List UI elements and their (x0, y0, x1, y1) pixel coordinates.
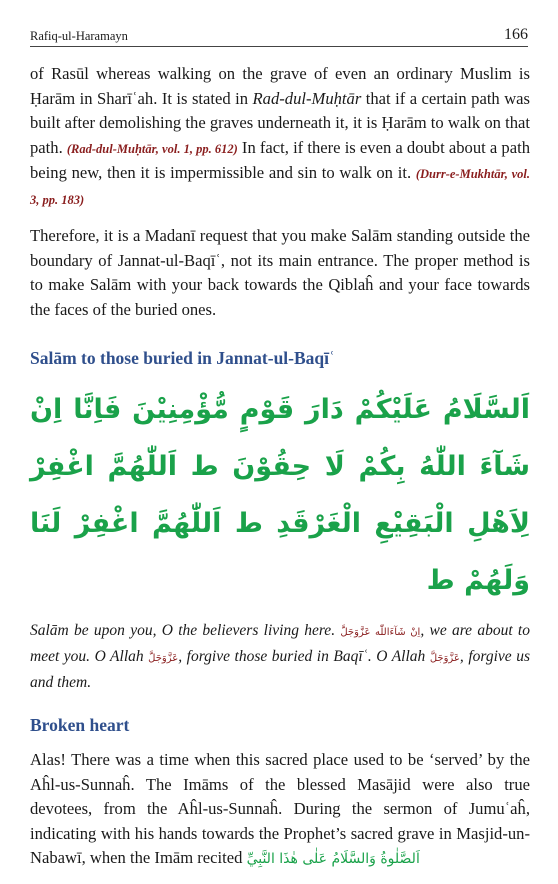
page-body (30, 62, 530, 884)
honorific-2: عَزَّوَجَلَّ (429, 653, 460, 664)
translation-text-b: , we are about to meet you. O Allah (30, 622, 530, 665)
book-reference-italic: Rad-dul-Muḥtār (252, 88, 362, 108)
arabic-supplication: اَلسَّلَامُ عَلَيْكُمْ دَارَ قَوْمٍ مُّؤْمِنِيْنَ فَاِنَّا اِنْ شَآءَ اللّٰهُ بِكُمْ لَا حِقُوْنَ ط اَللّٰهُمَّ اغْفِرْ لِاَهْلِ الْبَقِيْعِ الْغَرْقَدِ ط اَللّٰهُمَّ اغْفِرْ لَنَا وَلَهُمْ ط (30, 394, 530, 596)
book-title: Rafiq-ul-Haramayn (30, 29, 128, 43)
honorific-inshaallah: اِنْ شَآءَاللّٰه عَزَّوَجَلَّ (340, 627, 421, 638)
para1-text-c: In fact, if there is even a doubt about a path being new, then it is impermissible and sin to walk on it. (30, 137, 530, 182)
translation-text-c: , forgive those buried in Baqīʿ. O Allah (178, 648, 430, 665)
paragraph-3 (30, 748, 530, 872)
supplication-translation (30, 619, 530, 695)
para1-text-b: that if a certain path was built after demolishing the graves underneath it, it is Ḥarām to walk on that path. (30, 88, 530, 157)
running-header (30, 22, 528, 44)
citation-1: (Rad-dul-Muḥtār, vol. 1, pp. 612) (66, 141, 238, 156)
header-divider (30, 46, 528, 47)
section-heading-salam: Salām to those buried in Jannat-ul-Baqīʿ (30, 348, 335, 368)
section-heading-broken-heart: Broken heart (30, 715, 130, 735)
translation-text-d: , forgive us and them. (30, 648, 530, 691)
para1-text-a: of Rasūl whereas walking on the grave of even an ordinary Muslim is Ḥarām in Sharīʿah. It is stated in (30, 64, 530, 108)
citation-2: (Durr-e-Mukhtār, vol. 3, pp. 183) (30, 167, 530, 207)
page-number: 166 (504, 26, 528, 43)
para3-text: Alas! There was a time when this sacred place used to be ‘served’ by the Aĥl-us-Sunnaĥ. The Imāms of the blessed Masājid were also true devotees, from the Aĥl-us-Sunnaĥ. During the sermon of Jumuʿaĥ, indicating with his hands towards the Prophet’s sacred grave in Masjid-un-Nabawī, when the Imām recited (30, 750, 530, 867)
translation-text-a: Salām be upon you, O the believers living here. (30, 622, 341, 639)
honorific-1: عَزَّوَجَلَّ (148, 653, 179, 664)
paragraph-1 (30, 62, 530, 212)
inline-arabic-salutation: اَلصَّلٰوةُ وَالسَّلَامُ عَلٰى هٰذَا النَّبِيِّ (246, 851, 420, 867)
paragraph-2: Therefore, it is a Madanī request that you make Salām standing outside the boundary of Jannat-ul-Baqīʿ, not its main entrance. The proper method is to make Salām with your back towards the Qiblaĥ and your face towards the faces of the buried ones. (30, 226, 530, 319)
